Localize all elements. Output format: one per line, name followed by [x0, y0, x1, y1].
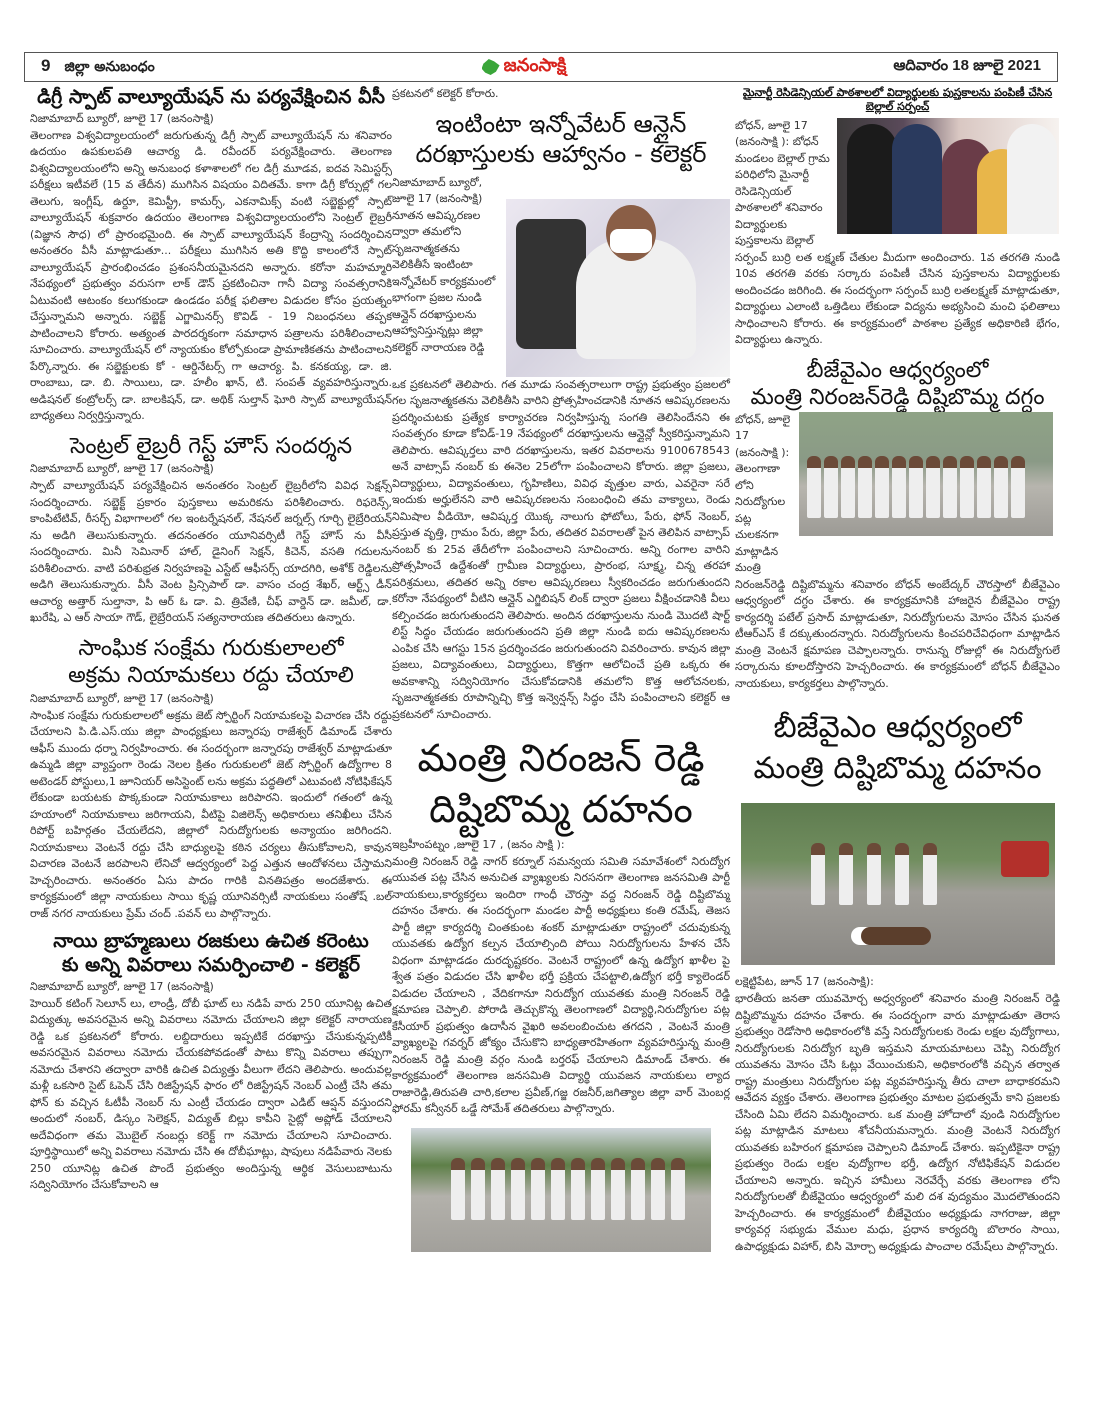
masthead-left	[41, 56, 155, 78]
headline-line-1: సాంఘిక సంక్షేమ గురుకులాలలో	[78, 635, 344, 661]
crowd-shape	[807, 456, 1025, 518]
article-intro-row	[735, 412, 1060, 577]
article-central-library-visit	[30, 433, 392, 627]
headline-line-1: ఇంటింటా ఇన్నోవేటర్ ఆన్లైన్	[435, 109, 687, 138]
article-book-distribution	[735, 86, 1060, 349]
masthead	[24, 52, 1058, 82]
article-intro-row	[392, 175, 730, 377]
article-body: హెయిర్ కటింగ్ సెలూన్ లు, లాండ్రీ, దోబీ ఘాట్ లు నడిపే వారు 250 యూనిట్ల ఉచిత విద్యుత్కు అవసరమైన అన్ని వివరాలు నమోదు చేయాలని జిల్లా కలెక్టర్ నారాయణ రెడ్డి ఒక ప్రకటనలో కోరారు. లబ్దిదారులు ఇప్పటికే దరఖాస్తు చేసుకున్నప్పటికీ అవసరమైన వివరాలు నమోదు చేయకపోవడంతో పాటు కొన్ని వివరాలు తప్పుగా నమోదు చేశారని తద్వారా వారికి ఉచిత విద్యుత్తు వీలుగా లేదని తెలిపారు. అందువల్ల మళ్లీ ఒకసారి సైట్ ఓపెన్ చేసి రిజిస్ట్రేషన్ ఫారం లో రిజిస్ట్రేషన్ నెంబర్ ఎంట్రీ చేసి తమ ఫోన్ కు వచ్చిన ఓటీపీ నెంబర్ ను ఎంట్రీ చేయడం ద్వారా ఎడిట్ ఆప్షన్ వస్తుందని అందులో నంబర్, డిస్కం సెలెక్షన్, విద్యుత్ బిల్లు కాపీని సైట్లో అప్లోడ్ చేయాలని అదేవిధంగా తమ మొబైల్ నంబర్లు కరెక్ట్ గా నమోదు చేయాలని సూచించారు. పూర్తిస్థాయిలో అన్ని వివరాలు నమోదు చేసి ఈ దోబీఘాట్లు, షాపులు నడిపేవారు నెలకు 250 యూనిట్ల ఉచిత పొందే ప్రభుత్వం అందిస్తున్న ఆర్థిక వెసులుబాటును సద్వినియోగం చేసుకోవాలని ఆ	[30, 996, 392, 1192]
column-1	[30, 86, 392, 1202]
book-distribution-photo	[837, 118, 1059, 234]
article-bjym-lakshettipet	[735, 708, 1060, 1255]
headline-line-1: మంత్రి నిరంజన్ రెడ్డి	[417, 736, 705, 780]
collector-photo	[506, 199, 730, 377]
crowd-shape	[811, 843, 937, 905]
article-intro: బోధన్, జూలై 17 (జనంసాక్షి ): బోధన్ మండలం బెల్లాల్ గ్రామ పరిధిలోని మైనార్టీ రెసిడెన్సియల్ పాఠశాలలో శనివారం విద్యార్థులకు పుస్తకాలను బెల్లాల్	[735, 118, 830, 247]
dateline: నిజామాబాద్ బ్యూరో, జూలై 17 (జనంసాక్షి)	[30, 691, 214, 705]
article-body: భారతీయ జనతా యువమోర్చ అధ్వర్యంలో శనివారం మంత్రి నిరంజన్ రెడ్డి దిష్టిబొమ్మను దహనం చేశారు. ఈ సందర్భంగా వారు మాట్లాడుతూ తెరాస ప్రభుత్వం రెడోసారి అధికారంలోకి వస్తే నిరుద్యోగులకు రెండు లక్షల వుద్యోగాలు, నిరుద్యోగులకు నిరుద్యోగ బృతి ఇస్తమని మాయమాటలు చెప్పి నిరుద్యోగ యువతను మోసం చేసి ఓట్లు వేయించుకుని, అధికారంలోకి వచ్చిన తర్వాత రాష్ట్ర మంత్రులు నిరుద్యోగుల పట్ల వ్యవహరిస్తున్న తీరు చాలా బాధాకరమని ఆవేదన వ్యక్తం చేశారు. తెలంగాణ ప్రభుత్వం మాటల ప్రభుత్వమే కాని ప్రజలకు చేసింది ఏమి లేదని విమర్శించారు. ఒక మంత్రి హోదాలో వుండి నిరుద్యోగుల పట్ల మాట్లాడిన మాటలు శోచనీయమన్నారు. మంత్రి వెంటనే నిరుద్యోగ యువతకు బహిరంగ క్షమాపణ చెప్పాలని డిమాండ్ చేశారు. ఇప్పటికైనా రాష్ట్ర ప్రభుత్వం రెండు లక్షల వుద్యోగాల భర్తీ, ఉద్యోగ నోటిఫికేషన్ విడుదల చేయాలని అన్నారు. ఇచ్చిన హామీలు నెరవేర్చే వరకు తెలంగాణ లోని నిరుద్యోగులతో బీజేవైయం ఆధ్వర్యంలో మలి దశ వుద్యమం మొదలౌతుందని హెచ్చరించారు. ఈ కార్యక్రమంలో బీజేవైయం అధ్యక్షుడు నాగరాజు, జిల్లా కార్యవర్గ సభ్యుడు వేముల మధు, ప్రధాన కార్యదర్శి బొలారం సాయి, ఉపాధ్యక్షుడు విహార్, బిసి మోర్చా అధ్యక్షుడు పాంచాల రమేష్‌లు పాల్గొన్నారు.	[735, 992, 1060, 1253]
dateline: నిజామాబాద్ బ్యూరో, జూలై 17 (జనంసాక్షి)	[30, 979, 214, 993]
burning-effigy-shape	[861, 927, 931, 945]
headline-line-1: బీజేవైఎం ఆధ్వర్యంలో	[806, 357, 989, 383]
article-bjym-bodhan	[735, 357, 1060, 693]
column-2	[392, 86, 730, 1260]
article-body: సాంఘిక సంక్షేమ గురుకులాలలో అక్రమ జెట్ స్పోర్టింగ్ నియామకలపై విచారణ చేసి రద్దు చేయాలని పి.డి.ఎస్.యు జిల్లా పాంధ్యక్షులు జన్నారపు రాజేశ్వర్ డిమాండ్ చేశారు ఆఫీస్ ముందు ధర్నా నిర్వహించారు. ఈ సందర్భంగా జన్నారపు రాజేశ్వర్ మాట్లాడుతూ ఉమ్మడి జిల్లా వ్యాప్తంగా రెండు నెలల క్రితం గురుకులలో జెట్ స్పోర్టింగ్ ఉద్యోగాల 8 అటెండర్ పోస్టులు,1 జూనియర్ అసిస్టెంట్ లను అక్రమ పద్ధతిలో ఎటువంటి నోటిఫికేషన్ లేకుండా బయటకు పొక్కకుండా నియామకాలు జరిపారని. ఇందులో గతంలో ఉన్న హయాంలో నియామకాలు జరిగాయని, వీటిపై విజిలెన్స్ అధికారులు తనిఖీలు చేసిన రిపోర్ట్ బహిర్గతం చేయలేదని, జిల్లాలో నిరుద్యోగులకు అన్యాయం జరిగిందని. నియామకాలు వెంటనే రద్దు చేసి బాధ్యులపై కఠిన చర్యలు తీసుకోవాలని, కావున విచారణ వెంటనే జరపాలని లేనిచో ఆద్వర్యంలో పెద్ద ఎత్తున ఆందోళనలు చేస్తామని హెచ్చరించారు. అనంతరం ఏసు పాదం గారికి వినతిపత్రం అందజేశారు. ఈ కార్యక్రమంలో జిల్లా నాయకులు సాయి కృష్ణ యూనివర్సిటీ నాయకులు సంతోష్ .బల్ రాజ్ నగర నాయకులు ప్రేమ్ చంద్ .పవన్ లు పాల్గొన్నారు.	[30, 708, 392, 920]
effigy-burning-protest-photo	[411, 1128, 711, 1252]
article-body: ఒక ప్రకటనలో తెలిపారు. గత మూడు సంవత్సరాలుగా రాష్ట్ర ప్రభుత్వం ప్రజలలో గల సృజనాత్మకతను వెలికితీసి వారిని ప్రోత్సహించడానికి నూతన ఆవిష్కరణలను ప్రదర్శించుటకు ప్రత్యేక కార్యాచరణ నిర్వహిస్తున్న సంగతి తెలిసిందేనని ఈ సంవత్సరం కూడా కోవిడ్-19 నేపథ్యంలో దరఖాస్తులను ఆన్లైన్లో స్వీకరిస్తున్నామని తెలిపారు. ఆవిష్కర్తలు వారి దరఖాస్తులను, ఇతర వివరాలను 9100678543 అనే వాట్సాప్ నంబర్ కు ఈనెల 25లోగా పంపించాలని కోరారు. జిల్లా ప్రజలు, విద్యార్థులు, విద్యావంతులు, గృహిణిలు, వివిధ వృత్తుల వారు, ఎవరైనా సరే ఇందుకు అర్హులేనని వారి ఆవిష్కరణలను సంబంధించి తమ వాక్యాలు, రెండు నిమిషాల వీడియో, ఆవిష్కర్త యొక్క నాలుగు ఫోటోలు, పేరు, ఫోన్ నెంబర్, ప్రస్తుత వృత్తి, గ్రామం పేరు, జిల్లా పేరు, తదితర వివరాలతో పైన తెలిపిన వాట్సాప్ నంబర్ కు 25వ తేదీలోగా పంపించాలని సూచించారు. అన్ని రంగాల వారిని ప్రోత్సహించే ఉద్దేశంతో గ్రామీణ విద్యార్థులు, ప్రారంభ, సూక్ష్మ, చిన్న తరహా పరిశ్రమలు, తదితర అన్ని రకాల ఆవిష్కరణలు స్వీకరించడం జరుగుతుందని కరోనా నేపథ్యంలో వీటిని ఆన్లైన్ ఎగ్జిబిషన్ లింక్ ద్వారా ప్రజలు వీక్షించడానికి వీలు కల్పించడం జరుగుతుందని తెలిపారు. అందిన దరఖాస్తులను నుండి మొదటి షార్ట్ లిస్ట్ సిద్ధం చేయడం జరుగుతుందని ప్రతి జిల్లా నుండి ఐదు ఆవిష్కరణలను ఎంపిక చేసి ఆగస్టు 15న ప్రదర్శించడం జరుగుతుందని వివరించారు. కావున జిల్లా ప్రజలు, విద్యావంతులు, విద్యార్థులు, కొత్తగా ఆలోచించే ప్రతి ఒక్కరు ఈ అవకాశాన్ని సద్వినియోగం చేసుకోవడానికి తమలోని కొత్త ఆలోచనలకు, సృజనాత్మకతకు రూపాన్నిచ్చి కొత్త ఇన్వెన్షన్స్ సిద్ధం చేసి పంపించాలని కలెక్టర్ ఆ ప్రకటనలో సూచించారు.	[392, 377, 730, 721]
headline-line-2: మంత్రి నిరంజన్‌రెడ్డి దిష్టిబొమ్మ దగ్ధం	[750, 385, 1045, 410]
article-intinta-innovator	[392, 109, 730, 724]
headline-line-1: నాయి బ్రాహ్మణులు రజకులు ఉచిత కరెంటు	[53, 930, 369, 953]
article-degree-spot-valuation	[30, 86, 392, 425]
face-mask-shape	[610, 229, 652, 253]
dateline: నిజామాబాద్ బ్యూరో, జూలై 17 (జనంసాక్షి)	[30, 111, 214, 125]
headline: సెంట్రల్ లైబ్రరీ గెస్ట్ హౌస్ సందర్శన	[69, 433, 353, 459]
dateline: ఇబ్రహీంపట్నం ,జూలై 17 , (జనం సాక్షి ):	[392, 837, 565, 851]
crowd-shape	[451, 1158, 685, 1220]
article-intro: బోధన్, జూలై 17 (జనంసాక్షి ): తెలంగాణా లోని నిరుద్యోగుల పట్ల చులకనగా మాట్లాడిన మంత్రి	[735, 412, 791, 574]
headline: మైనార్టీ రెసిడెన్సియల్ పాఠశాలలో విద్యార్థులకు పుస్తకాలను పంపిణీ చేసిన బెల్లాల్ సర్పంచ్	[742, 86, 1053, 113]
brand	[482, 55, 567, 80]
dateline: నిజామాబాద్ బ్యూరో, జూలై 17 (జనంసాక్షి)	[30, 462, 214, 476]
headline-line-2: అక్రమ నియామకలు రద్దు చేయాలి	[68, 663, 354, 689]
brand-name: జనంసాక్షి	[503, 54, 567, 76]
headline-line-1: బీజేవైఎం ఆధ్వర్యంలో	[773, 710, 1022, 745]
section-name: జిల్లా అనుబంధం	[64, 59, 155, 75]
telangana-map-icon	[482, 59, 500, 75]
carryover-text: ప్రకటనలో కలెక్టర్ కోరారు.	[392, 87, 499, 100]
headline: డిగ్రీ స్పాట్ వాల్యూయేషన్ ను పర్యవేక్షించిన వీసీ	[37, 86, 385, 108]
article-body: నిరంజన్‌రెడ్డి దిష్టిబొమ్మను శనివారం బోధన్ అంబేద్కర్ చౌరస్తాలో బీజేవైఎం ఆధ్వర్యంలో దగ్ధం చేశారు. ఈ కార్యక్రమానికి హాజరైన బీజేవైఎం రాష్ట్ర కార్యదర్శి పటేల్ ప్రసాద్ మాట్లాడుతూ, నిరుద్యోగులను మోసం చేసిన ఘనత టీఆర్ఎస్ కే దక్కుతుందన్నారు. నిరుద్యోగులను కించపరిచేవిధంగా మాట్లాడిన మంత్రి వెంటనే క్షమాపణ చెప్పాలన్నారు. రానున్న రోజుల్లో ఈ నిరుద్యోగులే సర్కారును కూలదోస్తారని హెచ్చరించారు. ఈ కార్యక్రమంలో బోధన్ బీజేవైఎం నాయకులు, కార్యకర్తలు పాల్గొన్నారు.	[735, 577, 1060, 690]
tractor-shape	[1001, 841, 1049, 877]
article-intro-row	[735, 118, 1060, 250]
dateline: లక్షెట్టిపేట, జూన్ 17 (జనంసాక్షి):	[735, 975, 874, 988]
article-body: తెలంగాణ విశ్వవిద్యాలయంలో జరుగుతున్న డిగ్రీ స్పాట్ వాల్యూయేషన్ ను శనివారం ఉదయం ఉపకులపతి ఆచార్య డి. రవీందర్ పర్యవేక్షించారు. తెలంగాణ విశ్వవిద్యాలయంలోని అన్ని అనుబంధ కళాశాలలో గల డిగ్రీ మూడవ, ఐదవ సెమిస్టర్స్ పరీక్షలు ఇటీవలే (15 వ తేదీన) ముగిసిన విషయం విదితమే. కాగా డిగ్రీ కోర్సుల్లో గల తెలుగు, ఇంగ్లీష్, ఉర్దూ, కెమిస్ట్రీ, కామర్స్, ఎకనామిక్స్ వంటి సబ్జెక్టుల్లో స్పాట్ వాల్యూయేషన్ శుక్రవారం ఉదయం తెలంగాణ విశ్వవిద్యాలయంలోని సెంట్రల్ లైబ్రరీ (విజ్ఞాన సౌధ) లో ప్రారంభమైంది. ఈ స్పాట్ వాల్యూయేషన్ కేంద్రాన్ని సందర్శించిన అనంతరం వీసీ మాట్లాడుతూ... పరీక్షలు ముగిసిన అతి కొద్ది కాలంలోనే స్పాట్ వాల్యూయేషన్ ప్రారంభించడం ప్రశంసనీయమైనదని అన్నారు. కరోనా మహమ్మారి నేపథ్యంలో ప్రభుత్వం వరుసగా లాక్ డౌన్ ప్రకటించినా గానీ విద్యా సంవత్సరానికి ఏటువంటి ఆటంకం కలుగకుండా ఉండడం పరీక్ష ఫలితాల విడుదల కోసం ప్రయత్నం చేస్తున్నామని అన్నారు. సబ్జెక్ట్ ఎగ్జామినర్స్ కొవిడ్ - 19 నిబంధనలు తప్పక పాటించాలని కోరారు. అత్యంత పారదర్శకంగా సమాధాన పత్రాలను పరిశీలించాలని సూచించారు. వాల్యూయేషన్ లో న్యాయకుం కోల్పోకుండా ప్రామాణికతను పాటించాలని పేర్కొన్నారు. ఈ సబ్జెక్టులకు కో - ఆర్డినేటర్స్ గా ఆచార్య. పి. కనకయ్య, డా. జి. రాంబాబు, డా. బి. సాయిలు, డా. హలీం ఖాన్, టి. సంపత్ వ్యవహరిస్తున్నారు. అడిషనల్ కంట్రోలర్స్ డా. బాలకిషన్, డా. అథిక్ సుల్తాన్ ఘోరి స్పాట్ వాల్యూయేషన్ బాధ్యతలు నిర్వర్తిస్తున్నారు.	[30, 128, 392, 423]
article-effigy-ibrahimpatnam	[392, 733, 730, 1252]
article-intro: నిజామాబాద్ బ్యూరో, జూలై 17 (జనంసాక్షి) నూతన ఆవిష్కరణల ద్వారా తమలోని సృజనాత్మకతను వెలికితీసే ఇంటింటా ఇన్నోవేటర్ కార్యక్రమంలో భాగంగా ప్రజల నుండి ఆన్లైన్ దరఖాస్తులను ఆహ్వానిస్తున్నట్లు జిల్లా కలెక్టర్ నారాయణ రెడ్డి	[392, 175, 496, 354]
headline-line-2: దరఖాస్తులకు ఆహ్వానం - కలెక్టర్	[415, 139, 707, 168]
headline-line-2: కు అన్ని వివరాలు సమర్పించాలి - కలెక్టర్	[61, 954, 360, 976]
effigy-protest-photo	[799, 412, 1053, 536]
article-gurukul-appointments	[30, 635, 392, 923]
article-free-electricity	[30, 930, 392, 1194]
headline-line-2: మంత్రి దిష్టిబొమ్మ దహనం	[753, 750, 1042, 786]
article-body: మంత్రి నిరంజన్ రెడ్డి నాగర్ కర్నూల్ సమన్వయ సమితి సమావేశంలో నిరుద్యోగ యువత పట్ల చేసిన అనుచిత వ్యాఖ్యలకు నిరసనగా తెలంగాణ జనసమితి పార్టీ నాయకులు,కార్యకర్తలు ఇందిరా గాంధీ చౌరస్తా వద్ద నిరంజన్ రెడ్డి దిష్టిబొమ్మ దహనం చేశారు. ఈ సందర్భంగా మండల పార్టీ అధ్యక్షులు కంతి రమేష్, తెజస పార్టీ జిల్లా కార్యదర్శి చింతకుంట శంకర్ మాట్లాడుతూ రాష్ట్రంలో చదువుకున్న యువతకు ఉద్యోగ కల్పన చేయాల్సింది పోయి నిరుద్యోగులను హేళన చేసే విధంగా మాట్లాడడం దురదృష్టకరం. వెంటనే రాష్ట్రంలో ఉన్న ఉద్యోగ ఖాళీల పై శ్వేత పత్రం విడుదల చేసి ఖాళీల భర్తీ ప్రక్రియ చేపట్టాలి,ఉద్యోగ భర్తీ క్యాలెండర్ విడుదల చేయాలని , వేదికగానూ నిరుద్యోగ యువతకు మంత్రి నిరంజన్ రెడ్డి క్షమాపణ చెప్పాలి. పోరాడి తెచ్చుకొన్న తెలంగాణలో విద్యార్థి,నిరుద్యోగుల పట్ల కేసీయార్ ప్రభుత్వం ఉదాసీన వైఖరి అవలంబించుట తగదని , వెంటనే మంత్రి వ్యాఖ్యలపై గవర్నర్ జోక్యం చేసుకొని బాధ్యతారహితంగా వ్యవహరిస్తున్న మంత్రి నిరంజన్ రెడ్డి మంత్రి వర్గం నుండి బర్తరఫ్ చేయాలని డిమాండ్ చేశారు. ఈ కార్యక్రమంలో తెలంగాణ జనసమితి విద్యార్థి యువజన నాయకులు ల్యాద రాజారెడ్డి,తిరుపతి చారి,కలాల ప్రవీణ్,గజ్జ రజనీర్,జగిత్యాల జిల్లా వార్ మెంబర్ల ఫోరమ్ కన్వీనర్ ఒడ్డే సోమేశ్ తదితరులు పాల్గొన్నారు.	[392, 854, 730, 1116]
road-effigy-burning-photo	[741, 803, 1055, 965]
article-body: స్పాట్ వాల్యూయేషన్ పర్యవేక్షించిన అనంతరం సెంట్రల్ లైబ్రరీలోని వివిధ సెక్షన్స్ సందర్శించారు. సబ్జెక్ట్ ప్రకారం పుస్తకాలు అమరికను పరిశీలించారు. రిఫరెన్స్, కాంపిటేటివ్, రీసర్చ్ విభాగాలలో గల ఇంటర్నేషనల్, నేషనల్ జర్నల్స్ గూర్చి లైబ్రేరియన్ ను అడిగి తెలుసుకున్నారు. తదనంతరం యూనివర్సిటీ గెస్ట్ హౌస్ ను వీసీ సందర్శించారు. మినీ సెమినార్ హాల్, డైనింగ్ సెక్షన్, కిచెన్, వసతి గదులను పరిశీలించారు. వాటి పరిశుభ్రత నిర్వహణపై ఎస్టేట్ ఆఫీసర్స్ యాదగిరి, అశోక్ రెడ్డిలను అడిగి తెలుసుకున్నారు. వీసీ వెంట ప్రిన్సిపాల్ డా. వాసం చంద్ర శేఖర్, ఆర్ట్స్ డీన్ ఆచార్య అత్తార్ సుల్తానా, పి ఆర్ ఓ డా. వి. త్రివేణి, చీఫ్ వార్డెన్ డా. జమీల్, డా. ఖురేషి, ఎ ఆర్ సాయా గౌడ్, లైబ్రేరియన్ సత్యనారాయణ తదితరులు ఉన్నారు.	[30, 479, 392, 625]
column-3	[735, 86, 1060, 1263]
issue-date: ఆదివారం 18 జూలై 2021	[893, 56, 1041, 74]
headline-line-2: దిష్టిబొమ్మ దహనం	[429, 787, 693, 832]
article-body: సర్పంచ్ బుర్రి లత లక్ష్మణ్ చేతుల మీదుగా అందించారు. 1వ తరగతి నుండి 10వ తరగతి వరకు సర్కారు పంపిణీ చేసిన పుస్తకాలను విద్యార్థులకు అందించడం జరిగింది. ఈ సందర్భంగా సర్పంచ్ బుర్రి లతలక్ష్మణ్ మాట్లాడుతూ, విద్యార్థులు ఎలాంటి ఒత్తిడిలు లేకుండా విద్యను అభ్యసించి మంచి ఫలితాలు సాధించాలని కోరారు. ఈ కార్యక్రమంలో పాఠశాల ప్రత్యేక అధికారిణి భేగం, విద్యార్థులు ఉన్నారు.	[735, 250, 1060, 346]
page-number: 9	[41, 56, 51, 75]
